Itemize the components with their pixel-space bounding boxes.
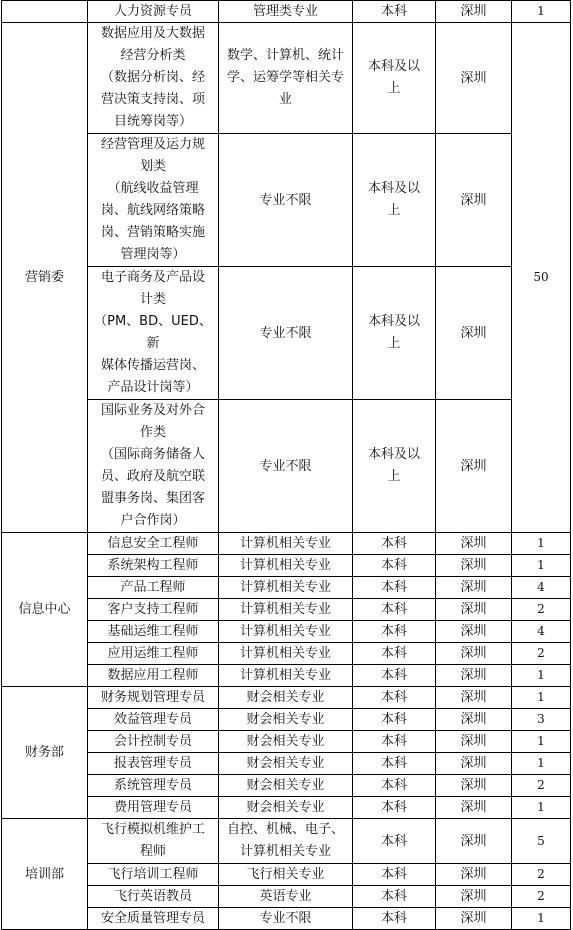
major-cell: 管理类专业 xyxy=(219,1,353,23)
education-text: 本科及以 上 xyxy=(367,181,420,218)
major-cell: 计算机相关专业 xyxy=(219,665,353,687)
location-cell: 深圳 xyxy=(436,1,512,23)
major-cell: 计算机相关专业 xyxy=(219,555,353,577)
table-row xyxy=(2,643,571,665)
education-cell: 本科 xyxy=(353,1,436,23)
count-cell: 1 xyxy=(512,753,571,775)
table-row xyxy=(2,23,571,134)
dept-cell: 信息中心 xyxy=(2,533,88,687)
major-text: 数学、计算机、统计 学、运筹学等相关专 业 xyxy=(226,48,344,107)
major-cell: 财会相关专业 xyxy=(219,775,353,797)
education-cell: 本科 xyxy=(353,797,436,819)
major-cell: 计算机相关专业 xyxy=(219,533,353,555)
position-cell xyxy=(88,400,219,533)
location-cell: 深圳 xyxy=(436,400,512,533)
major-cell: 专业不限 xyxy=(219,134,353,267)
education-cell: 本科 xyxy=(353,753,436,775)
major-text: 自控、机械、电子、 计算机相关专业 xyxy=(226,822,344,859)
major-cell: 计算机相关专业 xyxy=(219,577,353,599)
education-cell: 本科 xyxy=(353,886,436,908)
education-cell: 本科 xyxy=(353,599,436,621)
table-row xyxy=(2,731,571,753)
position-cell: 客户支持工程师 xyxy=(88,599,219,621)
education-text: 本科及以 上 xyxy=(367,314,420,351)
education-cell: 本科 xyxy=(353,621,436,643)
education-cell: 本科 xyxy=(353,731,436,753)
count-cell: 3 xyxy=(512,709,571,731)
table-row xyxy=(2,665,571,687)
position-cell xyxy=(88,267,219,400)
major-cell: 专业不限 xyxy=(219,267,353,400)
table-row xyxy=(2,577,571,599)
location-cell: 深圳 xyxy=(436,23,512,134)
table-row xyxy=(2,599,571,621)
education-cell: 本科 xyxy=(353,643,436,665)
table-row xyxy=(2,555,571,577)
education-cell: 本科 xyxy=(353,533,436,555)
table-row xyxy=(2,621,571,643)
location-cell: 深圳 xyxy=(436,687,512,709)
count-cell: 2 xyxy=(512,643,571,665)
count-cell: 5 xyxy=(512,819,571,864)
count-cell: 1 xyxy=(512,533,571,555)
position-cell: 数据应用工程师 xyxy=(88,665,219,687)
major-cell: 财会相关专业 xyxy=(219,687,353,709)
position-cell xyxy=(88,134,219,267)
education-cell: 本科 xyxy=(353,864,436,886)
count-cell: 1 xyxy=(512,797,571,819)
position-text: 国际业务及对外合 作类 （国际商务储备人 员、政府及航空联 盟事务岗、集团客 户合作岗） xyxy=(100,403,205,528)
dept-cell: 营销委 xyxy=(2,23,88,533)
location-cell: 深圳 xyxy=(436,134,512,267)
major-cell: 财会相关专业 xyxy=(219,797,353,819)
position-text: 飞行模拟机维护工 程师 xyxy=(100,822,205,859)
table-row xyxy=(2,864,571,886)
table-row xyxy=(2,267,571,400)
location-cell: 深圳 xyxy=(436,577,512,599)
location-cell: 深圳 xyxy=(436,819,512,864)
count-cell: 2 xyxy=(512,864,571,886)
table-row xyxy=(2,886,571,908)
table-row xyxy=(2,533,571,555)
education-cell: 本科 xyxy=(353,709,436,731)
location-cell: 深圳 xyxy=(436,775,512,797)
position-text: 经营管理及运力规 划类 （航线收益管理 岗、航线网络策略 岗、营销策略实施 管理岗等） xyxy=(100,137,205,262)
location-cell: 深圳 xyxy=(436,267,512,400)
table-row xyxy=(2,753,571,775)
position-cell: 会计控制专员 xyxy=(88,731,219,753)
location-cell: 深圳 xyxy=(436,643,512,665)
location-cell: 深圳 xyxy=(436,731,512,753)
table-row xyxy=(2,400,571,533)
position-cell: 财务规划管理专员 xyxy=(88,687,219,709)
count-cell: 1 xyxy=(512,555,571,577)
education-cell xyxy=(353,134,436,267)
location-cell: 深圳 xyxy=(436,599,512,621)
position-text: 数据应用及大数据 经营分析类 （数据分析岗、经 营决策支持岗、项 目统筹岗等） xyxy=(100,26,205,129)
location-cell: 深圳 xyxy=(436,621,512,643)
education-cell: 本科 xyxy=(353,555,436,577)
location-cell: 深圳 xyxy=(436,864,512,886)
count-cell: 4 xyxy=(512,577,571,599)
major-cell: 飞行相关专业 xyxy=(219,864,353,886)
major-cell: 专业不限 xyxy=(219,400,353,533)
dept-cell: 培训部 xyxy=(2,819,88,930)
count-cell: 1 xyxy=(512,687,571,709)
education-text: 本科及以 上 xyxy=(367,59,420,96)
table-row xyxy=(2,709,571,731)
major-cell: 财会相关专业 xyxy=(219,753,353,775)
major-cell: 计算机相关专业 xyxy=(219,643,353,665)
count-cell: 2 xyxy=(512,775,571,797)
major-cell: 计算机相关专业 xyxy=(219,621,353,643)
education-cell: 本科 xyxy=(353,577,436,599)
education-cell xyxy=(353,267,436,400)
position-cell: 费用管理专员 xyxy=(88,797,219,819)
location-cell: 深圳 xyxy=(436,533,512,555)
table-row xyxy=(2,775,571,797)
position-cell: 飞行英语教员 xyxy=(88,886,219,908)
position-cell xyxy=(88,23,219,134)
position-cell: 安全质量管理专员 xyxy=(88,908,219,930)
table-row xyxy=(2,134,571,267)
count-cell: 2 xyxy=(512,599,571,621)
major-cell xyxy=(219,819,353,864)
major-cell xyxy=(219,23,353,134)
dept-cell xyxy=(2,1,88,23)
education-cell: 本科 xyxy=(353,665,436,687)
count-cell: 1 xyxy=(512,731,571,753)
position-cell: 信息安全工程师 xyxy=(88,533,219,555)
position-cell: 报表管理专员 xyxy=(88,753,219,775)
table-row xyxy=(2,908,571,930)
major-cell: 财会相关专业 xyxy=(219,731,353,753)
location-cell: 深圳 xyxy=(436,797,512,819)
count-cell: 2 xyxy=(512,886,571,908)
count-cell: 1 xyxy=(512,665,571,687)
dept-cell: 财务部 xyxy=(2,687,88,819)
position-cell: 产品工程师 xyxy=(88,577,219,599)
education-cell: 本科 xyxy=(353,819,436,864)
table-row xyxy=(2,819,571,864)
position-cell: 应用运维工程师 xyxy=(88,643,219,665)
table-row xyxy=(2,797,571,819)
education-cell: 本科 xyxy=(353,687,436,709)
location-cell: 深圳 xyxy=(436,753,512,775)
education-cell xyxy=(353,23,436,134)
location-cell: 深圳 xyxy=(436,555,512,577)
position-cell xyxy=(88,819,219,864)
position-cell: 系统管理专员 xyxy=(88,775,219,797)
table-row xyxy=(2,1,571,23)
count-cell: 1 xyxy=(512,908,571,930)
position-cell: 飞行培训工程师 xyxy=(88,864,219,886)
recruitment-table xyxy=(1,0,571,930)
major-cell: 专业不限 xyxy=(219,908,353,930)
position-cell: 人力资源专员 xyxy=(88,1,219,23)
count-cell: 4 xyxy=(512,621,571,643)
location-cell: 深圳 xyxy=(436,665,512,687)
position-cell: 效益管理专员 xyxy=(88,709,219,731)
count-cell: 50 xyxy=(512,23,571,533)
location-cell: 深圳 xyxy=(436,886,512,908)
education-cell xyxy=(353,400,436,533)
location-cell: 深圳 xyxy=(436,709,512,731)
education-cell: 本科 xyxy=(353,908,436,930)
position-text: 电子商务及产品设 计类 （PM、BD、UED、新 媒体传播运营岗、 产品设计岗等） xyxy=(94,270,212,395)
count-cell: 1 xyxy=(512,1,571,23)
position-cell: 基础运维工程师 xyxy=(88,621,219,643)
major-cell: 计算机相关专业 xyxy=(219,599,353,621)
education-cell: 本科 xyxy=(353,775,436,797)
table-row xyxy=(2,687,571,709)
education-text: 本科及以 上 xyxy=(367,447,420,484)
major-cell: 英语专业 xyxy=(219,886,353,908)
position-cell: 系统架构工程师 xyxy=(88,555,219,577)
location-cell: 深圳 xyxy=(436,908,512,930)
major-cell: 财会相关专业 xyxy=(219,709,353,731)
